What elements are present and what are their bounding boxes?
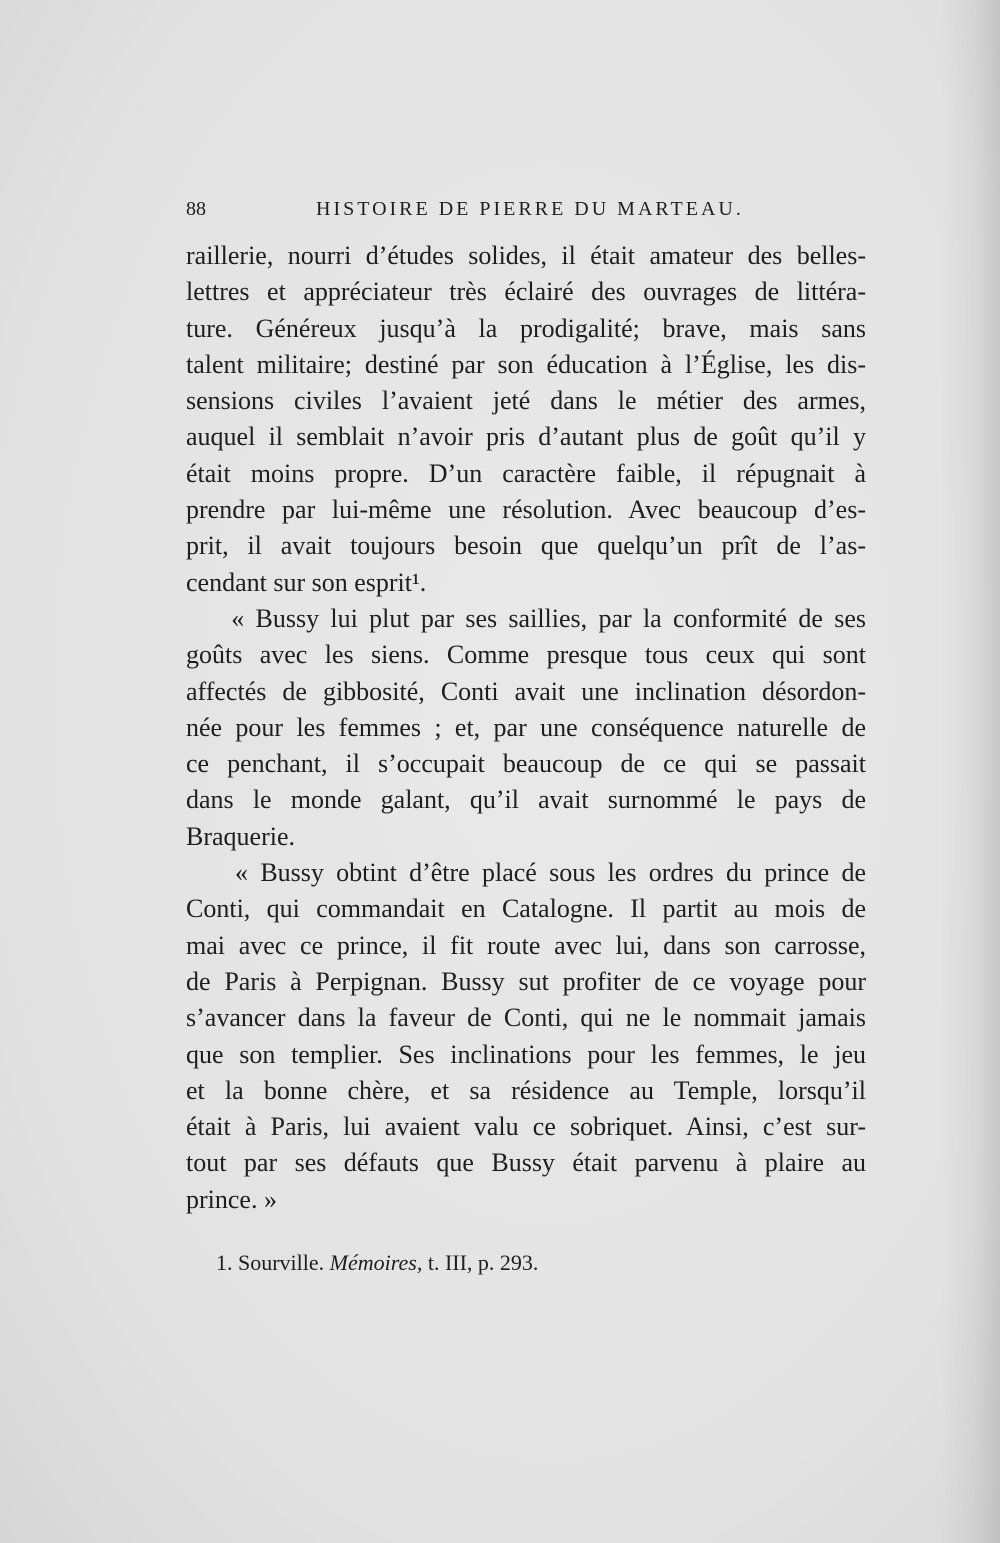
- text-line: raillerie, nourri d’études solides, il était amateur des belles-: [186, 241, 866, 270]
- footnote-work: Mémoires,: [329, 1250, 423, 1275]
- footnote-number: 1.: [216, 1250, 233, 1275]
- text-line: Conti, qui commandait en Catalogne. Il partit au mois de: [186, 894, 866, 924]
- text-line: « Bussy obtint d’être placé sous les ordres du prince de: [186, 858, 866, 888]
- text-line: tout par ses défauts que Bussy était parvenu à plaire au: [186, 1148, 866, 1178]
- text-line: et la bonne chère, et sa résidence au Temple, lorsqu’il: [186, 1075, 866, 1105]
- footnote: [216, 1250, 538, 1276]
- text-line: mai avec ce prince, il fit route avec lui, dans son carrosse,: [186, 930, 866, 960]
- text-line: ce penchant, il s’occupait beaucoup de ce qui se passait: [186, 749, 866, 779]
- page-header: [186, 198, 866, 228]
- page-edge-shadow: [940, 0, 1000, 1543]
- text-line: talent militaire; destiné par son éducation à l’Église, les dis-: [186, 349, 866, 379]
- text-line: était moins propre. D’un caractère faible, il répugnait à: [186, 458, 866, 488]
- text-line: cendant sur son esprit¹.: [186, 567, 427, 597]
- body-text: [186, 238, 866, 1218]
- text-line: Braquerie.: [186, 821, 296, 851]
- text-line: s’avancer dans la faveur de Conti, qui ne le nommait jamais: [186, 1003, 866, 1033]
- text-line: prince. »: [186, 1184, 277, 1214]
- running-head: HISTOIRE DE PIERRE DU MARTEAU.: [316, 198, 744, 220]
- text-line: goûts avec les siens. Comme presque tous ceux qui sont: [186, 640, 866, 670]
- footnote-author: Sourville.: [238, 1250, 325, 1275]
- text-line: prit, il avait toujours besoin que quelqu’un prît de l’as-: [186, 531, 866, 561]
- footnote-reference: t. III, p. 293.: [427, 1250, 539, 1275]
- text-line: affectés de gibbosité, Conti avait une inclination désordon-: [186, 676, 866, 706]
- text-line: lettres et appréciateur très éclairé des ouvrages de littéra-: [186, 277, 866, 307]
- text-line: née pour les femmes ; et, par une conséquence naturelle de: [186, 712, 866, 742]
- text-line: dans le monde galant, qu’il avait surnommé le pays de: [186, 785, 866, 815]
- text-line: ture. Généreux jusqu’à la prodigalité; brave, mais sans: [186, 313, 866, 343]
- text-line: prendre par lui-même une résolution. Avec beaucoup d’es-: [186, 495, 866, 525]
- page-number: 88: [186, 198, 206, 220]
- text-line: auquel il semblait n’avoir pris d’autant plus de goût qu’il y: [186, 422, 866, 452]
- text-line: de Paris à Perpignan. Bussy sut profiter de ce voyage pour: [186, 966, 866, 996]
- text-line: que son templier. Ses inclinations pour les femmes, le jeu: [186, 1039, 866, 1069]
- text-line: sensions civiles l’avaient jeté dans le métier des armes,: [186, 386, 866, 416]
- text-line: était à Paris, lui avaient valu ce sobriquet. Ainsi, c’est sur-: [186, 1112, 866, 1142]
- text-line: « Bussy lui plut par ses saillies, par la conformité de ses: [186, 603, 866, 633]
